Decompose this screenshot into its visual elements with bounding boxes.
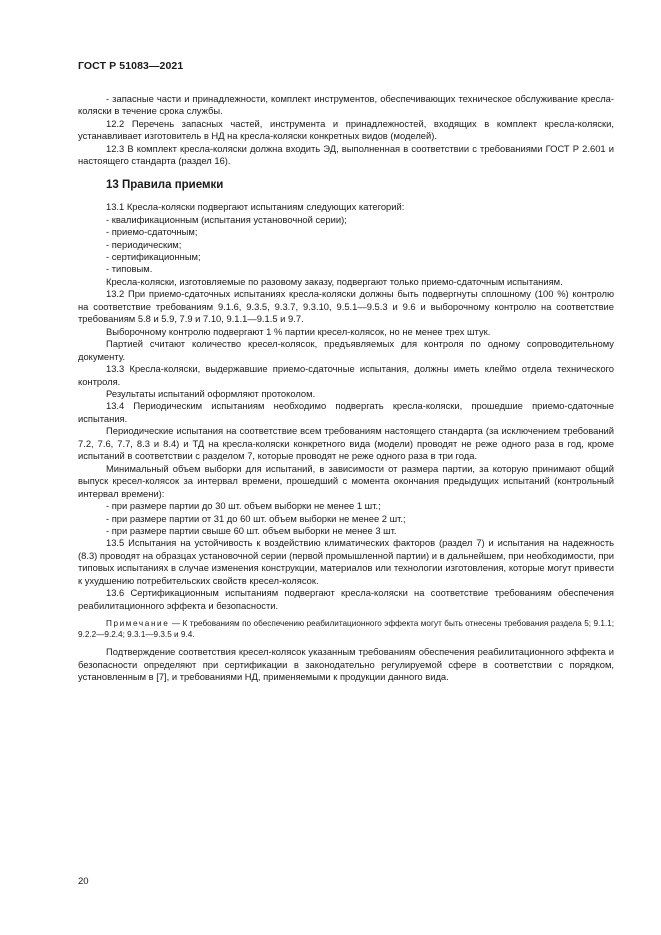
paragraph-13-6: 13.6 Сертификационным испытаниям подвергают кресла-коляски на соответствие требованиям обеспечения реабилитационного эффекта и безопасности. bbox=[78, 587, 614, 611]
document-header: ГОСТ Р 51083—2021 bbox=[78, 60, 184, 72]
paragraph-12-3: 12.3 В комплект кресла-коляски должна входить ЭД, выполненная в соответствии с требованиями ГОСТ Р 2.601 и настоящего стандарта (раздел 16). bbox=[78, 142, 614, 167]
paragraph: Подтверждение соответствия кресел-колясок указанным требованиям обеспечения реабилитационного эффекта и безопасности определяют при сертификации в законодательно регулируемой сфере в соответствии с порядком, установленным в [7], и требованиями НД, применяемыми к продукции данного вида. bbox=[78, 646, 614, 683]
paragraph-13-2: 13.2 При приемо-сдаточных испытаниях кресла-коляски должны быть подвергнуты сплошному (100 %) контролю на соответствие требованиям 9.1.6, 9.3.5, 9.3.7, 9.3.10, 9.5.1—9.5.3 и 9.6 и выборочному контролю на соответствие требованиям 5.8 и 5.9, 7.9 и 7.10, 9.1.1—9.1.5 и 9.7. bbox=[78, 288, 614, 325]
paragraph-13-1: 13.1 Кресла-коляски подвергают испытаниям следующих категорий: bbox=[106, 201, 405, 213]
list-item: - приемо-сдаточным; bbox=[106, 226, 198, 238]
list-item: - периодическим; bbox=[106, 238, 182, 250]
paragraph: Периодические испытания на соответствие всем требованиям настоящего стандарта (за исключением требований 7.2, 7.6, 7.7, 8.3 и 8.4) и ТД на кресла-коляски конкретного вида (модели) проводят не реже одного раза в год, кроме испытаний в соответствии с разделом 7, которые проводят не реже одного раза в три года. bbox=[78, 425, 614, 462]
list-item: - при размере партии от 31 до 60 шт. объем выборки не менее 2 шт.; bbox=[106, 512, 406, 524]
paragraph-13-5: 13.5 Испытания на устойчивость к воздействию климатических факторов (раздел 7) и испытания на надежность (8.3) проводят на образцах установочной серии (первой промышленной партии) и в дальнейшем, при необходимости, при типовых испытаниях в случае изменения конструкции, материалов или технологии изготовления, которые могут привести к ухудшению потребительских свойств кресел-колясок. bbox=[78, 537, 614, 586]
paragraph: Минимальный объем выборки для испытаний, в зависимости от размера партии, за которую принимают общий выпуск кресел-колясок за интервал времени, прошедший с момента окончания предыдущих испытаний (контрольный интервал времени): bbox=[78, 462, 614, 499]
paragraph-13-3: 13.3 Кресла-коляски, выдержавшие приемо-сдаточные испытания, должны иметь клеймо отдела технического контроля. bbox=[78, 363, 614, 387]
list-item: - сертификационным; bbox=[106, 250, 201, 262]
section-heading: 13 Правила приемки bbox=[106, 178, 224, 191]
list-item: - квалификационным (испытания установочной серии); bbox=[106, 213, 347, 225]
list-item: - при размере партии свыше 60 шт. объем выборки не менее 3 шт. bbox=[106, 524, 397, 536]
page-number: 20 bbox=[78, 876, 89, 887]
paragraph-12-2: 12.2 Перечень запасных частей, инструмента и принадлежностей, входящих в комплект кресла-коляски, устанавливает изготовитель в НД на кресла-коляски конкретных видов (моделей). bbox=[78, 117, 614, 142]
paragraph: Результаты испытаний оформляют протоколом. bbox=[106, 387, 316, 399]
list-item: - при размере партии до 30 шт. объем выборки не менее 1 шт.; bbox=[106, 500, 381, 512]
paragraph: Кресла-коляски, изготовляемые по разовому заказу, подвергают только приемо-сдаточным испытаниям. bbox=[106, 275, 563, 287]
document-body bbox=[78, 93, 614, 683]
list-item: - типовым. bbox=[106, 263, 153, 275]
note-label: Примечание bbox=[106, 619, 170, 629]
paragraph-item: - запасные части и принадлежности, комплект инструментов, обеспечивающих техническое обслуживание кресла-коляски в течение срока службы. bbox=[78, 93, 614, 117]
paragraph: Партией считают количество кресел-колясок, предъявляемых для контроля по одному сопроводительному документу. bbox=[78, 338, 614, 362]
paragraph: Выборочному контролю подвергают 1 % партии кресел-колясок, но не менее трех штук. bbox=[106, 325, 491, 337]
note bbox=[78, 618, 614, 640]
paragraph-13-4: 13.4 Периодическим испытаниям необходимо подвергать кресла-коляски, прошедшие приемо-сдаточные испытания. bbox=[78, 400, 614, 424]
note-text: — К требованиям по обеспечению реабилитационного эффекта могут быть отнесены требования раздела 5; 9.1.1; 9.2.2—9.2.4; 9.3.1—9.3.5 и 9.4. bbox=[78, 619, 614, 640]
